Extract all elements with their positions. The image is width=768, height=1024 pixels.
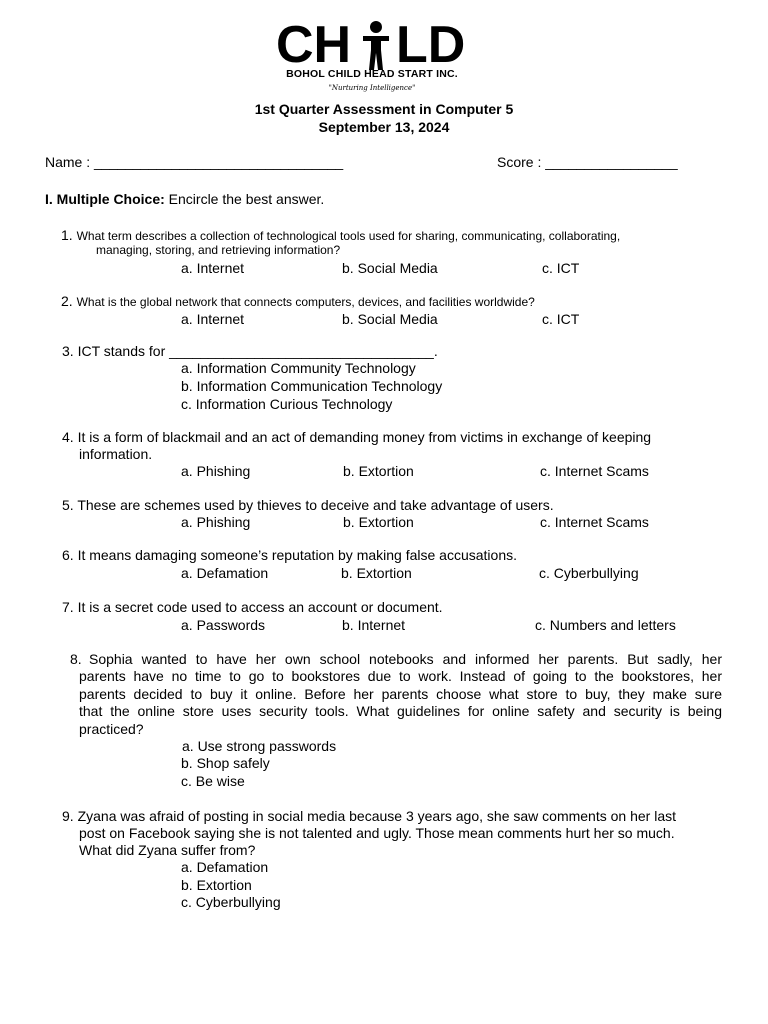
option-a[interactable]: a. Passwords (181, 617, 266, 633)
question-text-cont: What did Zyana suffer from? (79, 842, 256, 858)
question-text-cont: managing, storing, and retrieving information? (96, 243, 341, 257)
question-text-cont: post on Facebook saying she is not talented and ugly. Those mean comments hurt her so much. (79, 825, 675, 841)
question-text: that the online store uses security tools. What guidelines for online safety and security is being (79, 703, 722, 719)
option-c[interactable]: c. ICT (542, 311, 580, 327)
assessment-title: 1st Quarter Assessment in Computer 5 (254, 101, 514, 117)
logo-text-left: CH (276, 16, 352, 74)
question-text: What is the global network that connects computers, devices, and facilities worldwide? (76, 295, 535, 309)
question-1 (61, 227, 620, 243)
logo-text-right: LD (396, 16, 466, 74)
question-8-text-line (89, 651, 722, 669)
option-a[interactable]: a. Internet (181, 260, 245, 276)
question-8-body (79, 668, 722, 738)
question-3: 3. ICT stands for __________________________________. (62, 343, 438, 359)
question-text: parents have no time to go to bookstores due to work. Instead of going to the bookstores, her (79, 668, 722, 684)
option-b[interactable]: b. Shop safely (181, 755, 270, 771)
option-c[interactable]: c. Internet Scams (540, 463, 649, 479)
question-text: Sophia wanted to have her own school notebooks and informed her parents. But sadly, her (89, 651, 722, 667)
question-text-cont: information. (79, 446, 153, 462)
question-6: 6. It means damaging someone’s reputation by making false accusations. (62, 547, 517, 563)
assessment-date: September 13, 2024 (318, 119, 450, 135)
section-title: I. Multiple Choice: (45, 191, 165, 207)
question-9: 9. Zyana was afraid of posting in social media because 3 years ago, she saw comments on her last (62, 808, 676, 824)
question-number: 1. (61, 227, 73, 243)
option-c[interactable]: c. Be wise (181, 773, 245, 789)
option-a[interactable]: a. Use strong passwords (182, 738, 337, 754)
logo-org-name: BOHOL CHILD HEAD START INC. (286, 68, 458, 80)
question-4: 4. It is a form of blackmail and an act of demanding money from victims in exchange of keeping (62, 429, 652, 445)
option-b[interactable]: b. Social Media (342, 311, 438, 327)
question-text: parents decided to buy it online. Before her parents choose what store to buy, they make sure (79, 685, 722, 702)
name-field (45, 154, 343, 170)
option-a[interactable]: a. Defamation (181, 859, 269, 875)
option-c[interactable]: c. Numbers and letters (535, 617, 676, 633)
question-5: 5. These are schemes used by thieves to deceive and take advantage of users. (62, 497, 554, 513)
question-number: 8. (70, 651, 82, 667)
option-a[interactable]: a. Defamation (181, 565, 269, 581)
name-blank: ________________________________ (94, 154, 344, 170)
score-label: Score : (497, 154, 542, 170)
option-a[interactable]: a. Phishing (181, 463, 251, 479)
school-logo (272, 16, 472, 100)
question-text: What term describes a collection of technological tools used for sharing, communicating, collaborating, (76, 229, 621, 243)
option-b[interactable]: b. Extortion (343, 463, 414, 479)
question-8 (70, 651, 82, 667)
option-c[interactable]: c. Cyberbullying (539, 565, 639, 581)
option-a[interactable]: a. Internet (181, 311, 245, 327)
option-c[interactable]: c. Information Curious Technology (181, 396, 393, 412)
question-text: practiced? (79, 720, 144, 737)
section-instruction: Encircle the best answer. (168, 191, 325, 207)
logo-wordmark (276, 18, 470, 72)
name-label: Name : (45, 154, 91, 170)
option-c[interactable]: c. Internet Scams (540, 514, 649, 530)
option-b[interactable]: b. Extortion (343, 514, 414, 530)
question-number: 2. (61, 293, 73, 309)
option-c[interactable]: c. Cyberbullying (181, 894, 281, 910)
child-figure-icon (361, 20, 391, 72)
score-blank: _________________ (545, 154, 678, 170)
question-7: 7. It is a secret code used to access an account or document. (62, 599, 443, 615)
question-2 (61, 293, 535, 309)
option-b[interactable]: b. Internet (342, 617, 406, 633)
option-a[interactable]: a. Information Community Technology (181, 360, 416, 376)
option-b[interactable]: b. Extortion (181, 877, 252, 893)
option-b[interactable]: b. Extortion (341, 565, 412, 581)
option-b[interactable]: b. Information Communication Technology (181, 378, 443, 394)
logo-tagline: "Nurturing Intelligence" (328, 84, 416, 92)
score-field (497, 154, 678, 170)
section-heading (45, 191, 324, 207)
option-b[interactable]: b. Social Media (342, 260, 438, 276)
option-c[interactable]: c. ICT (542, 260, 580, 276)
option-a[interactable]: a. Phishing (181, 514, 251, 530)
